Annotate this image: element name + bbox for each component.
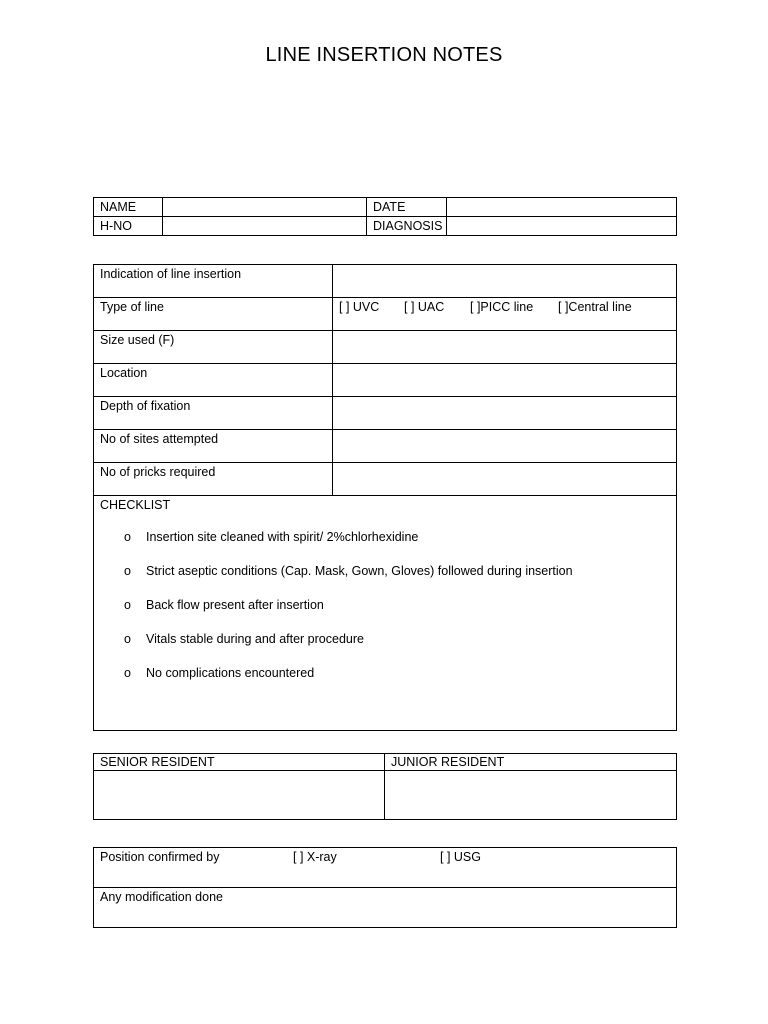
residents-table <box>93 753 677 820</box>
checklist <box>100 529 676 699</box>
table-row <box>94 496 677 731</box>
table-row <box>94 430 677 463</box>
table-row <box>94 754 677 771</box>
table-row <box>94 217 677 236</box>
type-of-line-label: Type of line <box>94 298 333 331</box>
table-row <box>94 848 677 888</box>
checklist-item[interactable] <box>100 631 676 665</box>
line-details-table <box>93 264 677 731</box>
table-row <box>94 298 677 331</box>
patient-info-table <box>93 197 677 236</box>
uvc-checkbox[interactable]: [ ] UVC <box>339 300 380 314</box>
diagnosis-field[interactable] <box>447 217 677 236</box>
position-table <box>93 847 677 928</box>
table-row <box>94 331 677 364</box>
date-field[interactable] <box>447 198 677 217</box>
checklist-item[interactable] <box>100 597 676 631</box>
hno-label: H-NO <box>94 217 163 236</box>
date-label: DATE <box>367 198 447 217</box>
junior-resident-field[interactable] <box>385 771 677 820</box>
sites-attempted-label: No of sites attempted <box>94 430 333 463</box>
checklist-item[interactable] <box>100 529 676 563</box>
form-title: LINE INSERTION NOTES <box>265 44 503 66</box>
indication-label: Indication of line insertion <box>94 265 333 298</box>
senior-resident-field[interactable] <box>94 771 385 820</box>
sites-attempted-field[interactable] <box>333 430 677 463</box>
checklist-item[interactable] <box>100 665 676 699</box>
senior-resident-label: SENIOR RESIDENT <box>94 754 385 771</box>
bullet-icon: o <box>124 632 131 646</box>
bullet-icon: o <box>124 530 131 544</box>
checklist-item-label: Insertion site cleaned with spirit/ 2%chlorhexidine <box>146 530 419 544</box>
depth-label: Depth of fixation <box>94 397 333 430</box>
table-row <box>94 397 677 430</box>
type-of-line-options <box>333 298 677 331</box>
checklist-item-label: Vitals stable during and after procedure <box>146 632 364 646</box>
modification-label: Any modification done <box>100 890 223 904</box>
position-confirmed-row <box>94 848 677 888</box>
pricks-required-field[interactable] <box>333 463 677 496</box>
table-row <box>94 463 677 496</box>
checklist-item-label: Strict aseptic conditions (Cap. Mask, Gown, Gloves) followed during insertion <box>146 564 573 578</box>
usg-checkbox[interactable]: [ ] USG <box>440 850 481 864</box>
location-field[interactable] <box>333 364 677 397</box>
junior-resident-label: JUNIOR RESIDENT <box>385 754 677 771</box>
size-label: Size used (F) <box>94 331 333 364</box>
table-row <box>94 771 677 820</box>
bullet-icon: o <box>124 598 131 612</box>
checklist-heading: CHECKLIST <box>100 498 171 512</box>
checklist-item-label: Back flow present after insertion <box>146 598 324 612</box>
depth-field[interactable] <box>333 397 677 430</box>
bullet-icon: o <box>124 666 131 680</box>
bullet-icon: o <box>124 564 131 578</box>
checklist-item-label: No complications encountered <box>146 666 315 680</box>
size-field[interactable] <box>333 331 677 364</box>
picc-line-checkbox[interactable]: [ ]PICC line <box>470 300 534 314</box>
name-label: NAME <box>94 198 163 217</box>
table-row <box>94 198 677 217</box>
modification-row[interactable] <box>94 888 677 928</box>
xray-checkbox[interactable]: [ ] X-ray <box>293 850 337 864</box>
table-row <box>94 888 677 928</box>
table-row <box>94 364 677 397</box>
checklist-item[interactable] <box>100 563 676 597</box>
central-line-checkbox[interactable]: [ ]Central line <box>558 300 632 314</box>
indication-field[interactable] <box>333 265 677 298</box>
hno-field[interactable] <box>163 217 367 236</box>
position-confirmed-label: Position confirmed by <box>100 850 220 864</box>
table-row <box>94 265 677 298</box>
location-label: Location <box>94 364 333 397</box>
name-field[interactable] <box>163 198 367 217</box>
uac-checkbox[interactable]: [ ] UAC <box>404 300 445 314</box>
diagnosis-label: DIAGNOSIS <box>367 217 447 236</box>
pricks-required-label: No of pricks required <box>94 463 333 496</box>
checklist-section <box>94 496 677 731</box>
